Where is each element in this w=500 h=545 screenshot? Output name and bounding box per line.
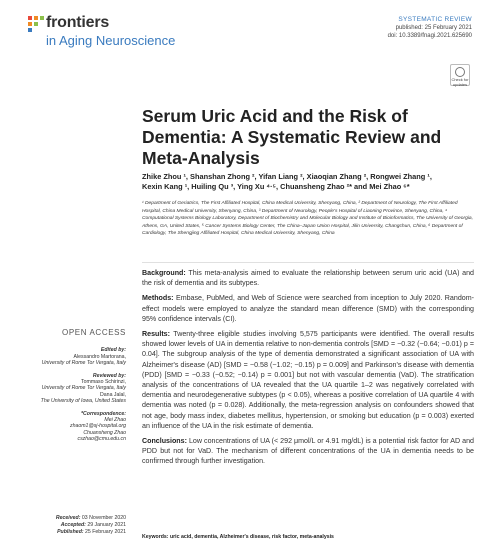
article-title: Serum Uric Acid and the Risk of Dementia: A Systematic Review and Meta-Analysis: [142, 106, 442, 168]
published-line: published: 25 February 2021: [395, 25, 472, 31]
journal-logo: [28, 14, 188, 54]
conclusions-text: Low concentrations of UA (< 292 μmol/L or 4.91 mg/dL) is a potential risk factor for AD and PDD but not for VaD. The mechanism of different concentrations of the UA in dementia needs to be confirmed through further investigation.: [142, 437, 474, 466]
reviewer-2-affiliation: The University of Iowa, United States: [40, 398, 126, 405]
editor-affiliation: University of Rome Tor Vergata, Italy: [41, 360, 126, 367]
received-label: Received:: [55, 515, 81, 521]
received-date: [28, 515, 126, 522]
frontiers-logo-icon: [28, 16, 44, 32]
authors-line-2: Kexin Kang ¹, Huiling Qu ³, Ying Xu ⁴·⁵, Chuansheng Zhao ²* and Mei Zhao ⁶*: [142, 182, 410, 191]
journal-section: in Aging Neuroscience: [46, 33, 176, 48]
refresh-icon: [455, 67, 465, 77]
background-label: Background:: [142, 269, 186, 277]
correspondent-1-name: Mei Zhao: [104, 417, 126, 424]
editor-name[interactable]: Alessandro Martorana,: [73, 353, 126, 360]
authors-line-1: Zhike Zhou ¹, Shanshan Zhong ², Yifan Liang ², Xiaoqian Zhang ², Rongwei Zhang ¹,: [142, 172, 432, 181]
methods-label: Methods:: [142, 294, 174, 303]
doi-line[interactable]: doi: 10.3389/fnagi.2021.625690: [387, 33, 472, 39]
accepted-value: 29 January 2021: [87, 522, 126, 528]
correspondence-label: *Correspondence:: [81, 410, 126, 417]
published-date: [28, 529, 126, 536]
article-type: SYSTEMATIC REVIEW: [398, 16, 472, 23]
correspondent-2-name: Chuansheng Zhao: [83, 429, 126, 436]
abstract-methods: [142, 293, 474, 324]
abstract: [142, 268, 474, 472]
abstract-conclusions: [142, 436, 474, 467]
abstract-background: [142, 268, 474, 288]
results-label: Results:: [142, 330, 170, 339]
check-updates-line2: updates: [452, 82, 468, 87]
background-text: This meta-analysis aimed to evaluate the relationship between serum uric acid (UA) and the risk of dementia and its subtypes.: [142, 269, 475, 288]
sidebar: [28, 330, 126, 443]
accepted-date: [28, 522, 126, 529]
reviewed-by-label: Reviewed by:: [92, 372, 126, 379]
methods-text: Embase, PubMed, and Web of Science were searched from inception to July 2020. Random-effect models were employed to analyze the standard mean difference (SMD) with the corresponding 95% confidence intervals (CI).: [142, 294, 474, 323]
correspondent-2-email[interactable]: cszhao@cmu.edu.cn: [77, 436, 126, 443]
published-value: 25 February 2021: [85, 529, 126, 535]
section-divider: [142, 262, 474, 263]
journal-brand: frontiers: [46, 14, 110, 31]
accepted-label: Accepted:: [60, 522, 86, 528]
article-dates: [28, 515, 126, 536]
check-updates-badge[interactable]: [450, 64, 470, 86]
article-meta-header: [388, 16, 472, 40]
author-list: [142, 172, 472, 192]
correspondent-1-email[interactable]: zhaom1@sj-hospital.org: [69, 423, 126, 430]
results-text: Twenty-three eligible studies involving 5,575 participants were identified. The overall results showed lower levels of UA in dementia relative to non-dementia controls [SMD = −0.32 (−0.64; −0.01) p = 0.04]. The subgroup analysis of the type of dementia demonstrated a significant association of UA with Alzheimer's disease (AD) [SMD = −0.58 (−1.02; −0.15) p = 0.009] and Parkinson's disease with dementia (PDD) [SMD = −0.33 (−0.52; −0.14) p = 0.001] but not with vascular dementia (VaD). The stratification analysis of the concentrations of UA revealed that the UA quartile 1–2 was negatively correlated with dementia and neurodegenerative subtypes (p < 0.05), whereas a positive correlation of UA quartile 4 with dementia was noted (p = 0.028). Additionally, the meta-regression analysis on confounders showed that not age, body mass index, diabetes mellitus, hypertension, or smoking but education (p = 0.003) exerted an influence of the UA in the risk estimate of dementia.: [142, 330, 475, 430]
published-label: Published:: [57, 529, 84, 535]
keywords: [142, 534, 474, 541]
abstract-results: [142, 329, 474, 431]
received-value: 03 November 2020: [81, 515, 126, 521]
affiliations: ¹ Department of Geriatrics, The First Affiliated Hospital, China Medical University, Shenyang, China, ² Department of Neurology, The First Affiliated Hospital, China Medical University, Shenyang, China, ³ Department of Neurology, People's Hospital of Liaoning Province, Shenyang, China, ⁴ Computational Systems Biology Laboratory, Department of Biochemistry and Molecular Biology and Institute of Bioinformatics, The University of Georgia, Athens, GA, United States, ⁵ Cancer Systems Biology Center, The China–Japan Union Hospital, Jilin University, Changchun, China, ⁶ Department of Cardiology, The Shengjing Affiliated Hospital, China Medical University, Shenyang, China: [142, 201, 473, 237]
reviewer-2-name[interactable]: Dana Jalal,: [100, 391, 126, 398]
keywords-label: Keywords:: [142, 534, 169, 540]
edited-by-label: Edited by:: [100, 347, 126, 354]
reviewer-1-name[interactable]: Tommaso Schirinzi,: [81, 379, 126, 386]
keywords-text: uric acid, dementia, Alzheimer's disease, risk factor, meta-analysis: [169, 534, 334, 540]
check-updates-line1: Check for: [451, 77, 469, 82]
reviewer-1-affiliation: University of Rome Tor Vergata, Italy: [41, 385, 126, 392]
conclusions-label: Conclusions:: [142, 437, 187, 446]
open-access-label: OPEN ACCESS: [62, 328, 126, 337]
